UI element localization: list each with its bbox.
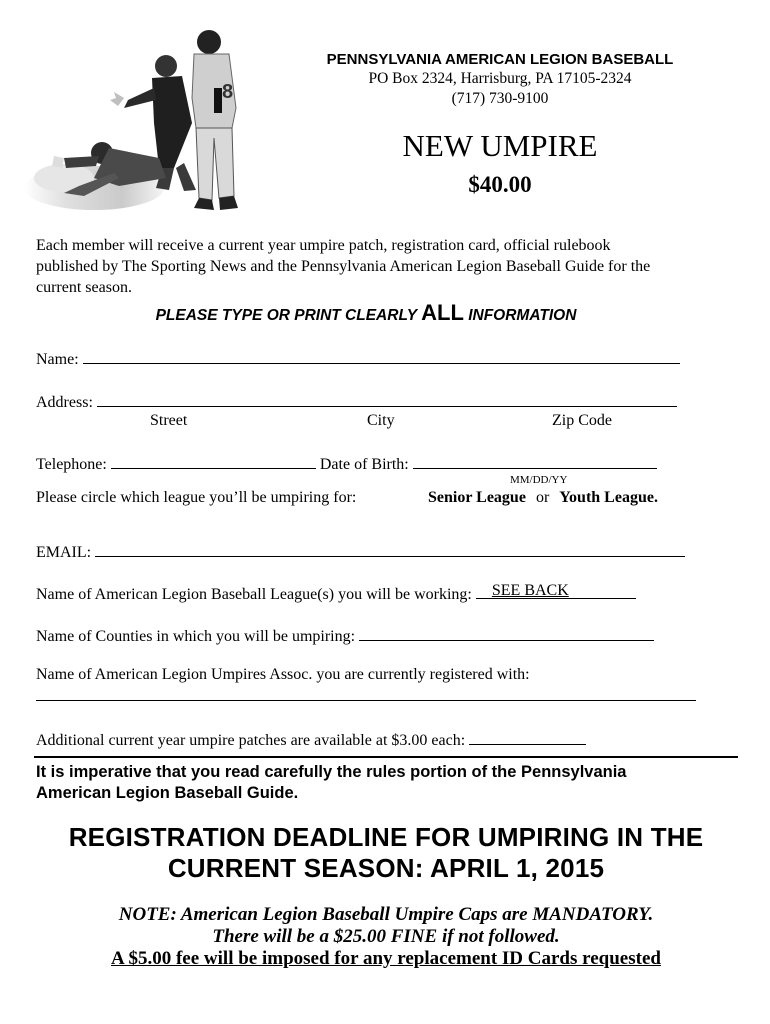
note-line: There will be a $25.00 FINE if not followed. xyxy=(212,926,560,947)
email-row xyxy=(36,542,685,562)
legion-league-label: Name of American Legion Baseball League(s) you will be working: xyxy=(36,586,472,603)
warning-line: American Legion Baseball Guide. xyxy=(36,784,299,802)
print-notice-text-end: INFORMATION xyxy=(463,307,577,324)
mailing-address: PO Box 2324, Harrisburg, PA 17105-2324 xyxy=(368,70,632,87)
patches-field[interactable] xyxy=(469,730,586,745)
legion-league-field[interactable] xyxy=(476,584,636,599)
senior-league-option[interactable]: Senior League xyxy=(428,489,526,506)
intro-line: Each member will receive a current year umpire patch, registration card, official rulebook xyxy=(36,237,611,254)
patches-row xyxy=(36,730,586,750)
deadline-line: CURRENT SEASON: APRIL 1, 2015 xyxy=(167,853,605,883)
intro-paragraph xyxy=(36,235,736,298)
page-title: NEW UMPIRE xyxy=(402,128,598,163)
patches-label: Additional current year umpire patches are available at $3.00 each: xyxy=(36,732,466,749)
dob-field[interactable] xyxy=(413,454,657,469)
see-back-value: SEE BACK xyxy=(491,582,569,599)
league-or-text: or xyxy=(535,489,550,506)
youth-league-option[interactable]: Youth League. xyxy=(559,489,658,506)
warning-line: It is imperative that you read carefully the rules portion of the Pennsylvania xyxy=(36,763,627,781)
dob-format-hint: MM/DD/YY xyxy=(510,474,568,486)
email-field[interactable] xyxy=(95,542,685,557)
association-field[interactable] xyxy=(36,700,696,701)
telephone-label: Telephone: xyxy=(36,456,107,473)
counties-row xyxy=(36,626,654,646)
fee-amount: $40.00 xyxy=(468,172,532,197)
address-label: Address: xyxy=(36,394,93,411)
name-field[interactable] xyxy=(83,349,680,364)
baseball-play-illustration xyxy=(24,28,246,218)
print-notice-text: PLEASE TYPE OR PRINT CLEARLY xyxy=(155,307,422,324)
section-divider xyxy=(34,756,738,758)
counties-field[interactable] xyxy=(359,626,654,641)
name-row xyxy=(36,349,680,369)
address-field[interactable] xyxy=(97,392,677,407)
deadline-line: REGISTRATION DEADLINE FOR UMPIRING IN THE xyxy=(68,822,704,852)
zip-caption: Zip Code xyxy=(552,412,612,429)
organization-name: PENNSYLVANIA AMERICAN LEGION BASEBALL xyxy=(326,51,674,68)
counties-label: Name of Counties in which you will be umpiring: xyxy=(36,628,356,645)
association-label: Name of American Legion Umpires Assoc. you are currently registered with: xyxy=(36,666,530,683)
intro-line: published by The Sporting News and the Pennsylvania American Legion Baseball Guide for the xyxy=(36,258,651,275)
telephone-field[interactable] xyxy=(111,454,316,469)
replacement-fee-notice: A $5.00 fee will be imposed for any replacement ID Cards requested xyxy=(111,948,661,969)
email-label: EMAIL: xyxy=(36,544,92,561)
city-caption: City xyxy=(367,412,395,429)
phone-number: (717) 730-9100 xyxy=(451,90,549,107)
legion-league-row xyxy=(36,584,636,604)
league-prompt: Please circle which league you’ll be umpiring for: xyxy=(36,489,357,506)
name-label: Name: xyxy=(36,351,79,368)
street-caption: Street xyxy=(150,412,188,429)
dob-label: Date of Birth: xyxy=(319,456,409,473)
note-line: NOTE: American Legion Baseball Umpire Caps are MANDATORY. xyxy=(118,904,654,925)
registration-deadline xyxy=(36,822,736,884)
intro-line: current season. xyxy=(36,279,132,296)
cap-note xyxy=(36,904,736,948)
print-clearly-notice xyxy=(36,300,696,326)
svg-text:8: 8 xyxy=(222,81,234,103)
address-row xyxy=(36,392,677,412)
league-options xyxy=(428,489,658,507)
rules-warning xyxy=(36,762,736,804)
print-notice-emphasis: ALL xyxy=(421,300,464,325)
telephone-row xyxy=(36,454,657,474)
